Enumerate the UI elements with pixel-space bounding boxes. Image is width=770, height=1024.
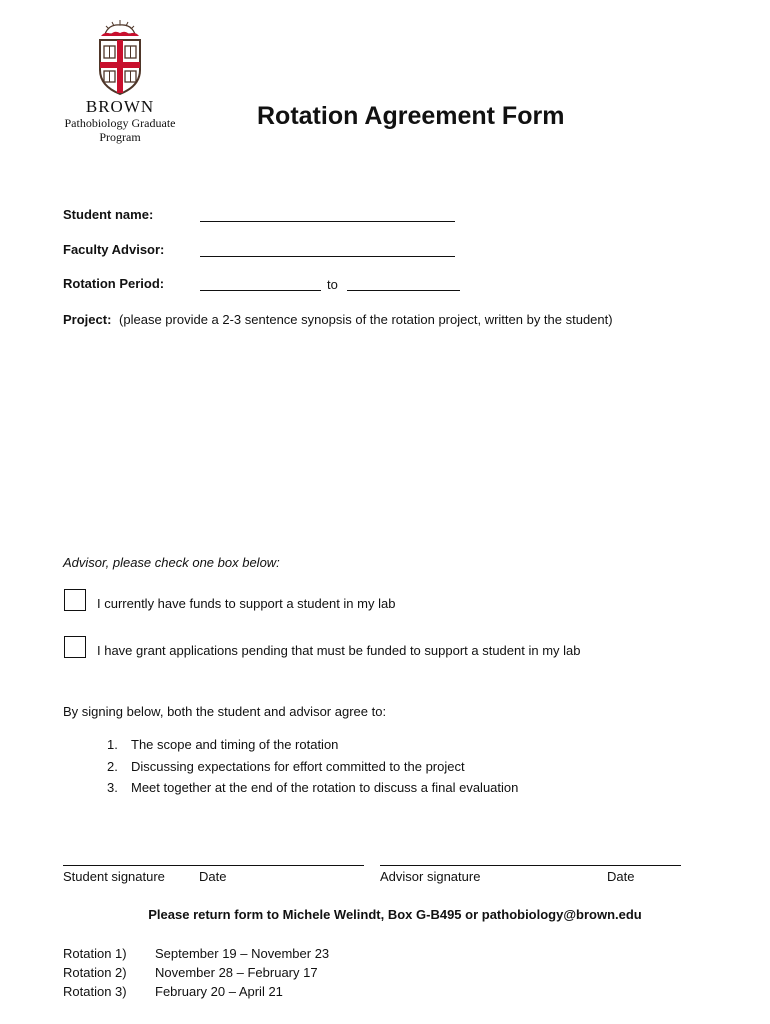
- rotation-end-field[interactable]: [347, 290, 460, 291]
- project-label: Project:: [63, 312, 112, 327]
- agreement-intro: By signing below, both the student and advisor agree to:: [63, 704, 387, 719]
- page-title: Rotation Agreement Form: [257, 102, 565, 130]
- advisor-date-label: Date: [607, 869, 635, 884]
- advisor-signature-label: Advisor signature: [380, 869, 481, 884]
- funds-checkbox-label: I currently have funds to support a student in my lab: [97, 596, 396, 611]
- list-item: 1. The scope and timing of the rotation: [107, 737, 339, 752]
- rotation-schedule: [63, 944, 329, 1001]
- advisor-signature-line[interactable]: [380, 865, 681, 866]
- student-date-label: Date: [199, 869, 227, 884]
- list-item: 2. Discussing expectations for effort committed to the project: [107, 758, 465, 774]
- agreement-list: [107, 734, 518, 799]
- faculty-advisor-label: Faculty Advisor:: [63, 242, 165, 257]
- brown-logo: [50, 20, 190, 144]
- logo-subtitle-line1: Pathobiology Graduate: [64, 116, 176, 130]
- project-synopsis-area[interactable]: [63, 335, 703, 535]
- return-note: Please return form to Michele Welindt, Box G-B495 or pathobiology@brown.edu: [148, 907, 642, 922]
- student-name-field[interactable]: [200, 221, 455, 222]
- student-signature-line[interactable]: [63, 865, 364, 866]
- project-instruction: (please provide a 2-3 sentence synopsis of the rotation project, written by the student): [119, 312, 613, 327]
- list-item: 3. Meet together at the end of the rotation to discuss a final evaluation: [107, 780, 519, 795]
- faculty-advisor-field[interactable]: [200, 256, 455, 257]
- brown-shield-icon: [95, 20, 145, 96]
- rotation-period-label: Rotation Period:: [63, 276, 165, 291]
- list-item: Rotation 1) September 19 – November 23: [63, 946, 330, 961]
- grant-pending-checkbox[interactable]: [64, 636, 86, 658]
- funds-checkbox[interactable]: [64, 589, 86, 611]
- rotation-start-field[interactable]: [200, 290, 321, 291]
- rotation-to-label: to: [327, 277, 338, 292]
- advisor-prompt: Advisor, please check one box below:: [63, 555, 280, 570]
- student-name-label: Student name:: [63, 207, 154, 222]
- project-section: [63, 312, 613, 327]
- grant-pending-checkbox-label: I have grant applications pending that must be funded to support a student in my lab: [97, 643, 581, 658]
- list-item: Rotation 3) February 20 – April 21: [63, 984, 283, 999]
- list-item: Rotation 2) November 28 – February 17: [63, 965, 318, 980]
- student-signature-label: Student signature: [63, 869, 165, 884]
- logo-name: BROWN: [85, 97, 155, 116]
- logo-subtitle-line2: Program: [99, 130, 141, 144]
